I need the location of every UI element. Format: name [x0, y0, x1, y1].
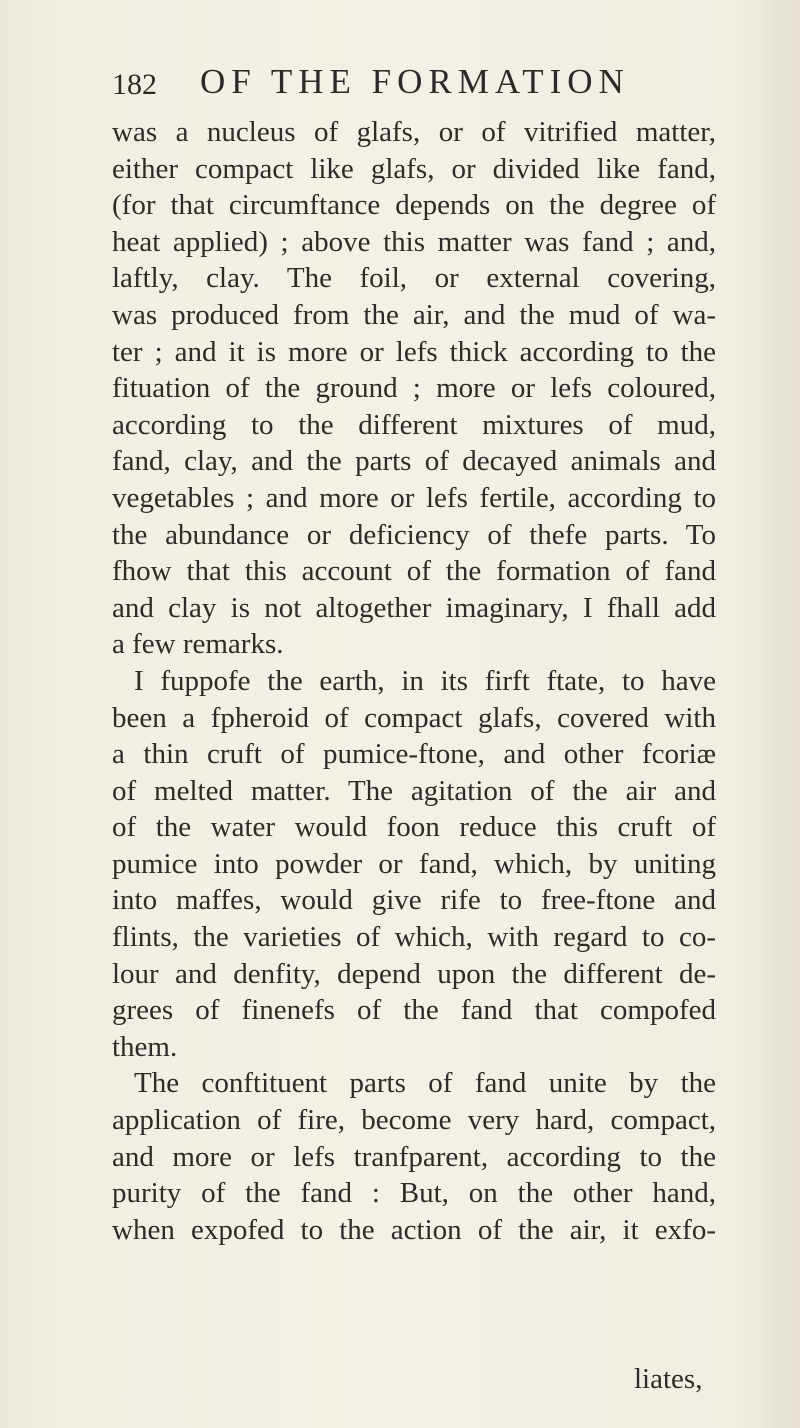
- text-line: was produced from the air, and the mud of wa-: [112, 298, 716, 331]
- text-line: purity of the fand : But, on the other hand,: [112, 1177, 716, 1210]
- text-line: and clay is not altogether imaginary, I fhall add: [112, 591, 716, 624]
- text-line: into maffes, would give rife to free-ftone and: [112, 884, 716, 917]
- text-line: lour and denfity, depend upon the different de-: [112, 957, 716, 990]
- text-line: application of fire, become very hard, compact,: [112, 1104, 716, 1137]
- text-line: fituation of the ground ; more or lefs coloured,: [112, 372, 716, 405]
- text-line: of melted matter. The agitation of the air and: [112, 774, 716, 807]
- text-line: ter ; and it is more or lefs thick according to the: [112, 335, 716, 368]
- paragraph-start-line: I fuppofe the earth, in its firft ftate, to have: [134, 664, 716, 697]
- paragraph-start-line: The conftituent parts of fand unite by the: [134, 1067, 716, 1100]
- catchword: liates,: [634, 1363, 703, 1395]
- text-line: grees of finenefs of the fand that compofed: [112, 994, 716, 1027]
- text-line: the abundance or deficiency of thefe parts. To: [112, 518, 716, 551]
- text-line: heat applied) ; above this matter was fand ; and,: [112, 225, 716, 258]
- body-text: [112, 114, 716, 1248]
- text-line: either compact like glafs, or divided like fand,: [112, 152, 716, 185]
- paragraph-end-line: them.: [112, 1030, 178, 1063]
- text-line: (for that circumftance depends on the degree of: [112, 189, 716, 222]
- text-line: fand, clay, and the parts of decayed animals and: [112, 445, 716, 478]
- paragraph-end-line: a few remarks.: [112, 628, 284, 661]
- page-number: 182: [112, 68, 157, 101]
- text-line: pumice into powder or fand, which, by uniting: [112, 847, 716, 880]
- text-line: laftly, clay. The foil, or external covering,: [112, 262, 716, 295]
- page-header: [112, 62, 712, 106]
- text-line: flints, the varieties of which, with regard to co-: [112, 921, 716, 954]
- text-line: vegetables ; and more or lefs fertile, according to: [112, 481, 716, 514]
- text-line: and more or lefs tranfparent, according to the: [112, 1140, 716, 1173]
- text-line: fhow that this account of the formation of fand: [112, 555, 716, 588]
- text-line: a thin cruft of pumice-ftone, and other fcoriæ: [112, 738, 716, 771]
- text-line: when expofed to the action of the air, it exfo-: [112, 1213, 716, 1246]
- text-line: been a fpheroid of compact glafs, covered with: [112, 701, 716, 734]
- running-head: OF THE FORMATION: [200, 62, 630, 101]
- text-line: according to the different mixtures of mud,: [112, 408, 716, 441]
- text-line: of the water would foon reduce this cruft of: [112, 811, 716, 844]
- text-line: was a nucleus of glafs, or of vitrified matter,: [112, 116, 716, 148]
